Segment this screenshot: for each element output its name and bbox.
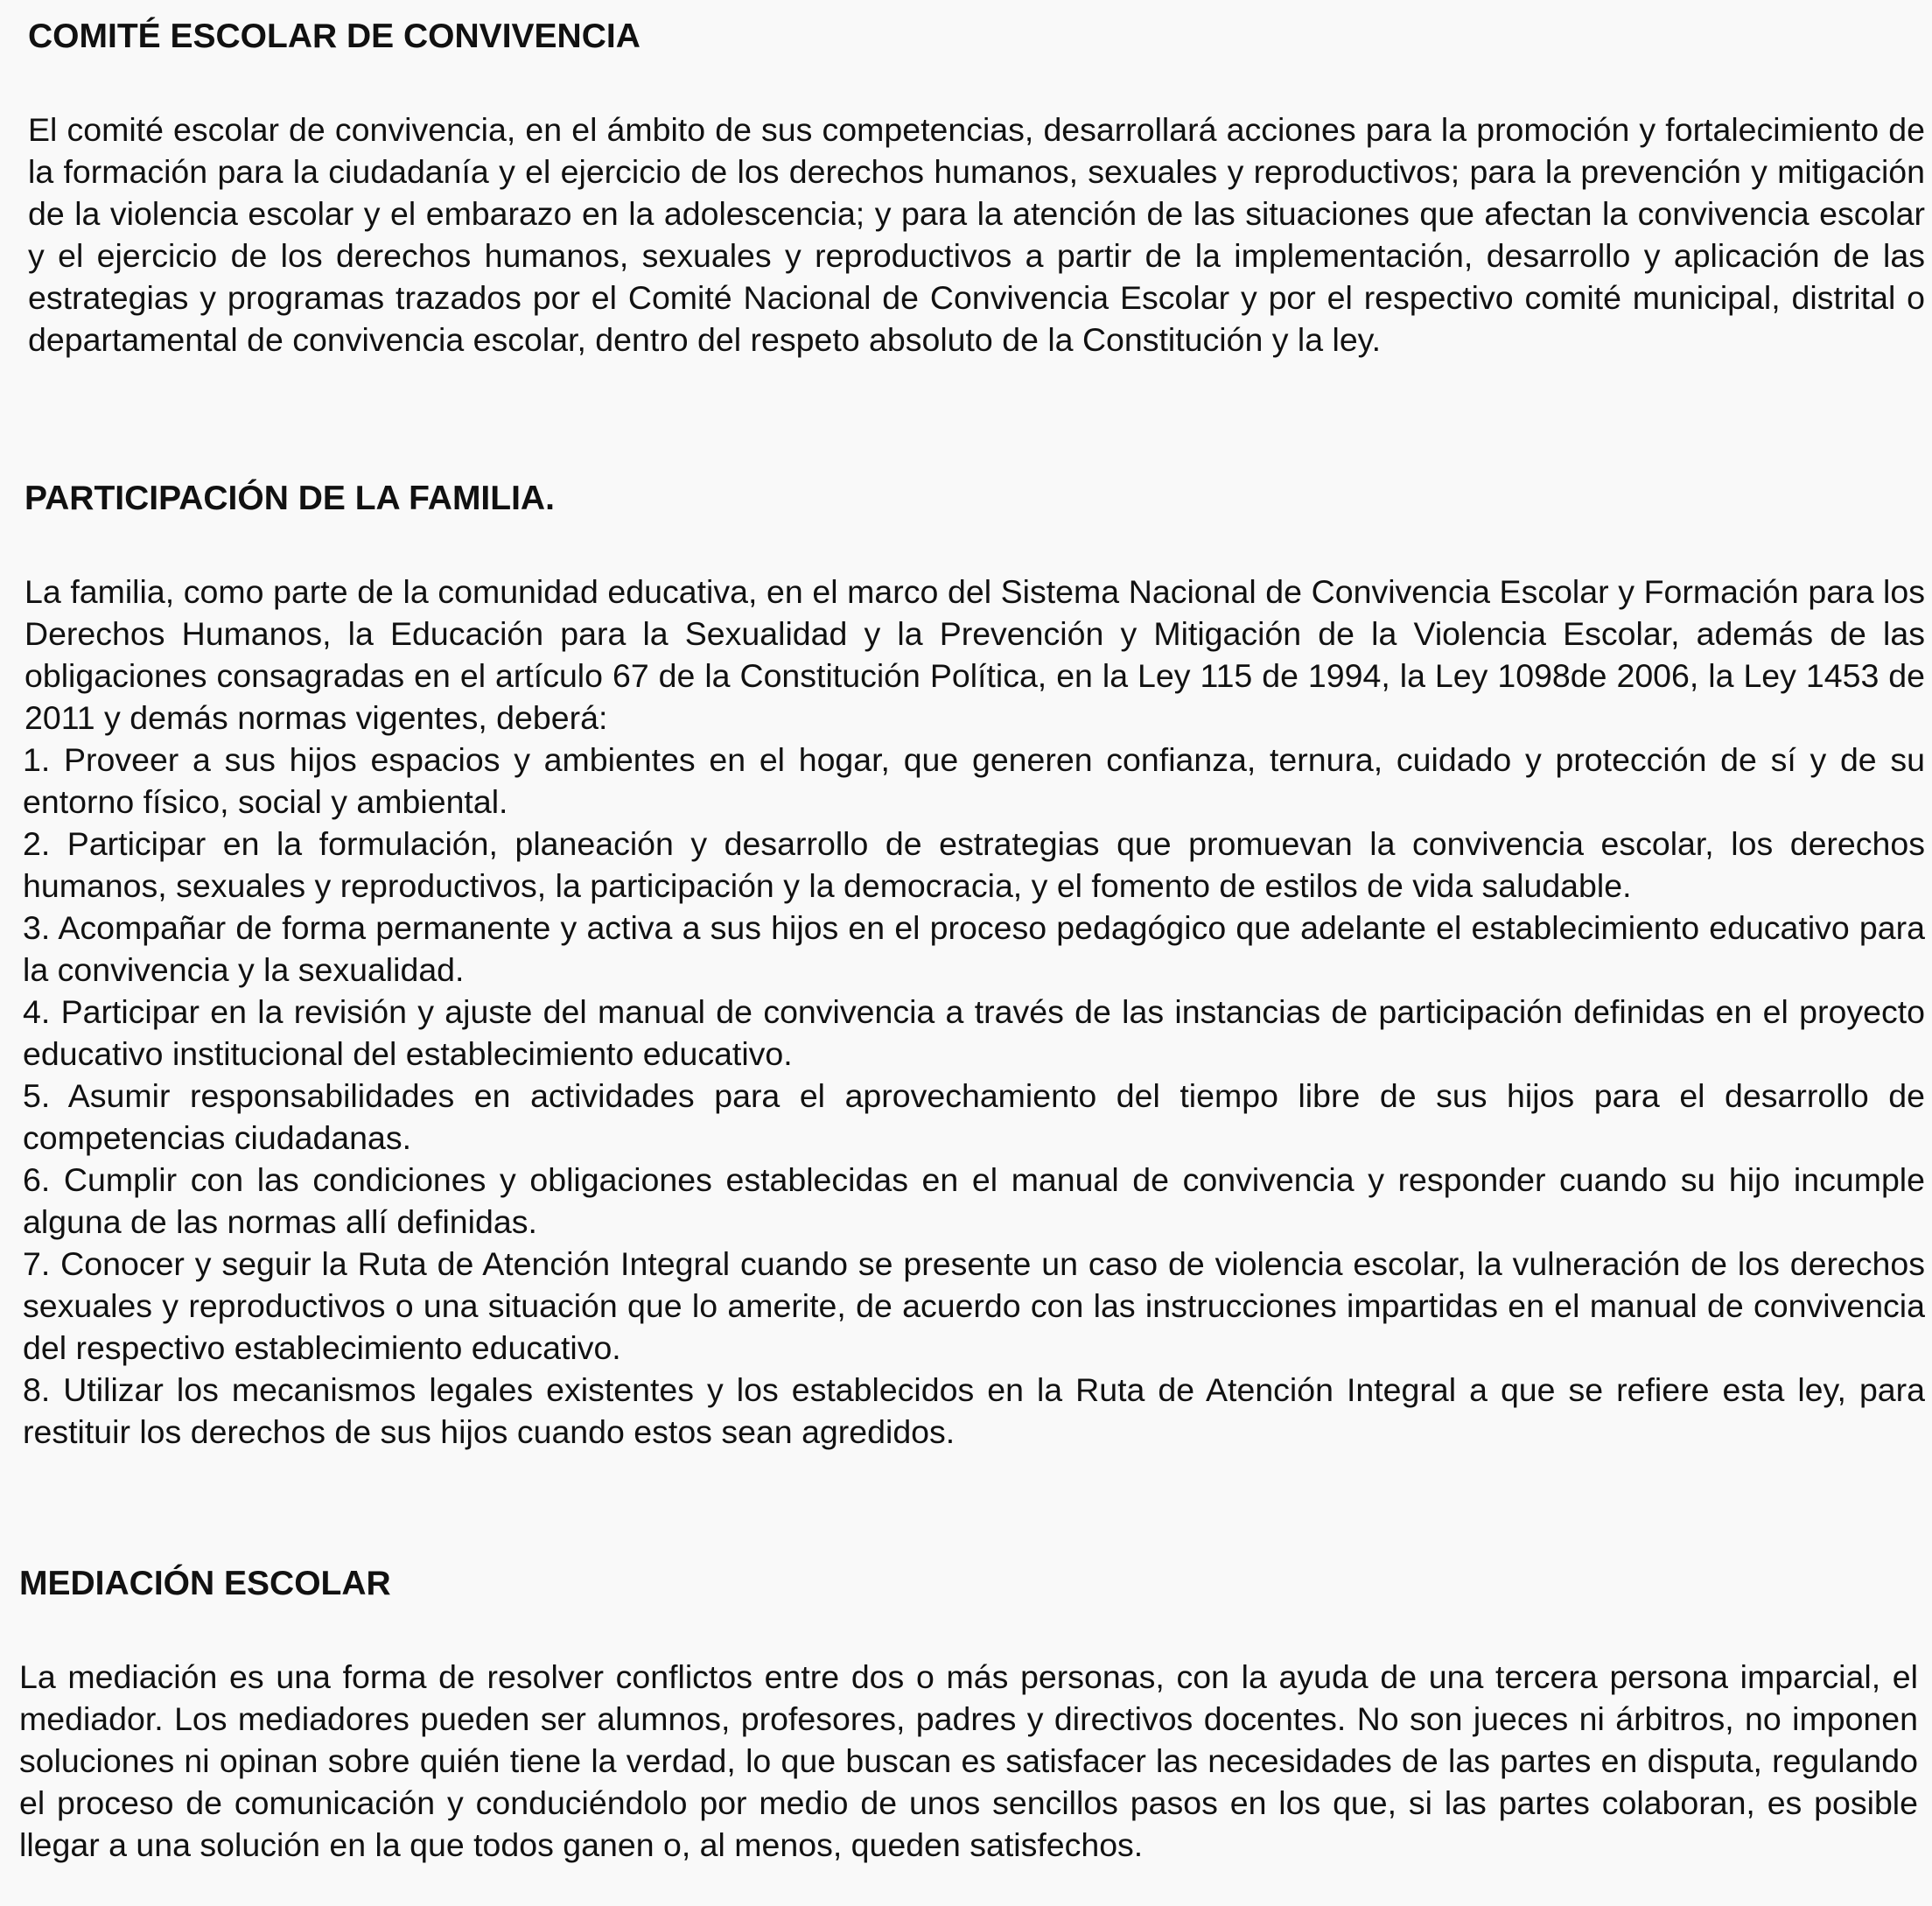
list-item: 3. Acompañar de forma permanente y activa a sus hijos en el proceso pedagógico que adelante el establecimiento educativo para la convivencia y la sexualidad. <box>23 909 1925 988</box>
list-item: 6. Cumplir con las condiciones y obligaciones establecidas en el manual de convivencia y responder cuando su hijo incumple alguna de las normas allí definidas. <box>23 1161 1925 1240</box>
list-item: 7. Conocer y seguir la Ruta de Atención Integral cuando se presente un caso de violencia escolar, la vulneración de los derechos sexuales y reproductivos o una situación que lo amerite, de acuerdo con las instrucciones impartidas en el manual de convivencia del respectivo establecimiento educativo. <box>23 1245 1925 1366</box>
section-comite-escolar <box>0 18 1932 358</box>
section-participacion-familia <box>0 480 1932 1450</box>
section-heading: MEDIACIÓN ESCOLAR <box>19 1565 391 1602</box>
section-paragraph: El comité escolar de convivencia, en el ámbito de sus competencias, desarrollará acciones para la promoción y fortalecimiento de la formación para la ciudadanía y el ejercicio de los derechos humanos, sexuales y reproductivos; para la prevención y mitigación de la violencia escolar y el embarazo en la adolescencia; y para la atención de las situaciones que afectan la convivencia escolar y el ejercicio de los derechos humanos, sexuales y reproductivos a partir de la implementación, desarrollo y aplicación de las estrategias y programas trazados por el Comité Nacional de Convivencia Escolar y por el respectivo comité municipal, distrital o departamental de convivencia escolar, dentro del respeto absoluto de la Constitución y la ley. <box>28 111 1925 358</box>
list-item: 1. Proveer a sus hijos espacios y ambientes en el hogar, que generen confianza, ternura, cuidado y protección de sí y de su entorno físico, social y ambiental. <box>23 741 1925 820</box>
list-item: 5. Asumir responsabilidades en actividades para el aprovechamiento del tiempo libre de sus hijos para el desarrollo de competencias ciudadanas. <box>23 1077 1925 1156</box>
list-item: 8. Utilizar los mecanismos legales existentes y los establecidos en la Ruta de Atención Integral a que se refiere esta ley, para restituir los derechos de sus hijos cuando estos sean agredidos. <box>23 1371 1925 1450</box>
section-paragraph: La familia, como parte de la comunidad educativa, en el marco del Sistema Nacional de Convivencia Escolar y Formación para los Derechos Humanos, la Educación para la Sexualidad y la Prevención y Mitigación de la Violencia Escolar, además de las obligaciones consagradas en el artículo 67 de la Constitución Política, en la Ley 115 de 1994, la Ley 1098de 2006, la Ley 1453 de 2011 y demás normas vigentes, deberá: <box>24 573 1925 736</box>
section-paragraph: La mediación es una forma de resolver conflictos entre dos o más personas, con la ayuda de una tercera persona imparcial, el mediador. Los mediadores pueden ser alumnos, profesores, padres y directivos docentes. No son jueces ni árbitros, no imponen soluciones ni opinan sobre quién tiene la verdad, lo que buscan es satisfacer las necesidades de las partes en disputa, regulando el proceso de comunicación y conduciéndolo por medio de unos sencillos pasos en los que, si las partes colaboran, es posible llegar a una solución en la que todos ganen o, al menos, queden satisfechos. <box>19 1658 1918 1863</box>
section-heading: COMITÉ ESCOLAR DE CONVIVENCIA <box>28 18 640 55</box>
section-mediacion-escolar <box>0 1565 1932 1863</box>
list-item: 4. Participar en la revisión y ajuste del manual de convivencia a través de las instancias de participación definidas en el proyecto educativo institucional del establecimiento educativo. <box>23 993 1925 1072</box>
section-heading: PARTICIPACIÓN DE LA FAMILIA. <box>24 480 555 517</box>
obligations-list <box>23 739 1925 1453</box>
list-item: 2. Participar en la formulación, planeación y desarrollo de estrategias que promuevan la convivencia escolar, los derechos humanos, sexuales y reproductivos, la participación y la democracia, y el fomento de estilos de vida saludable. <box>23 825 1925 904</box>
